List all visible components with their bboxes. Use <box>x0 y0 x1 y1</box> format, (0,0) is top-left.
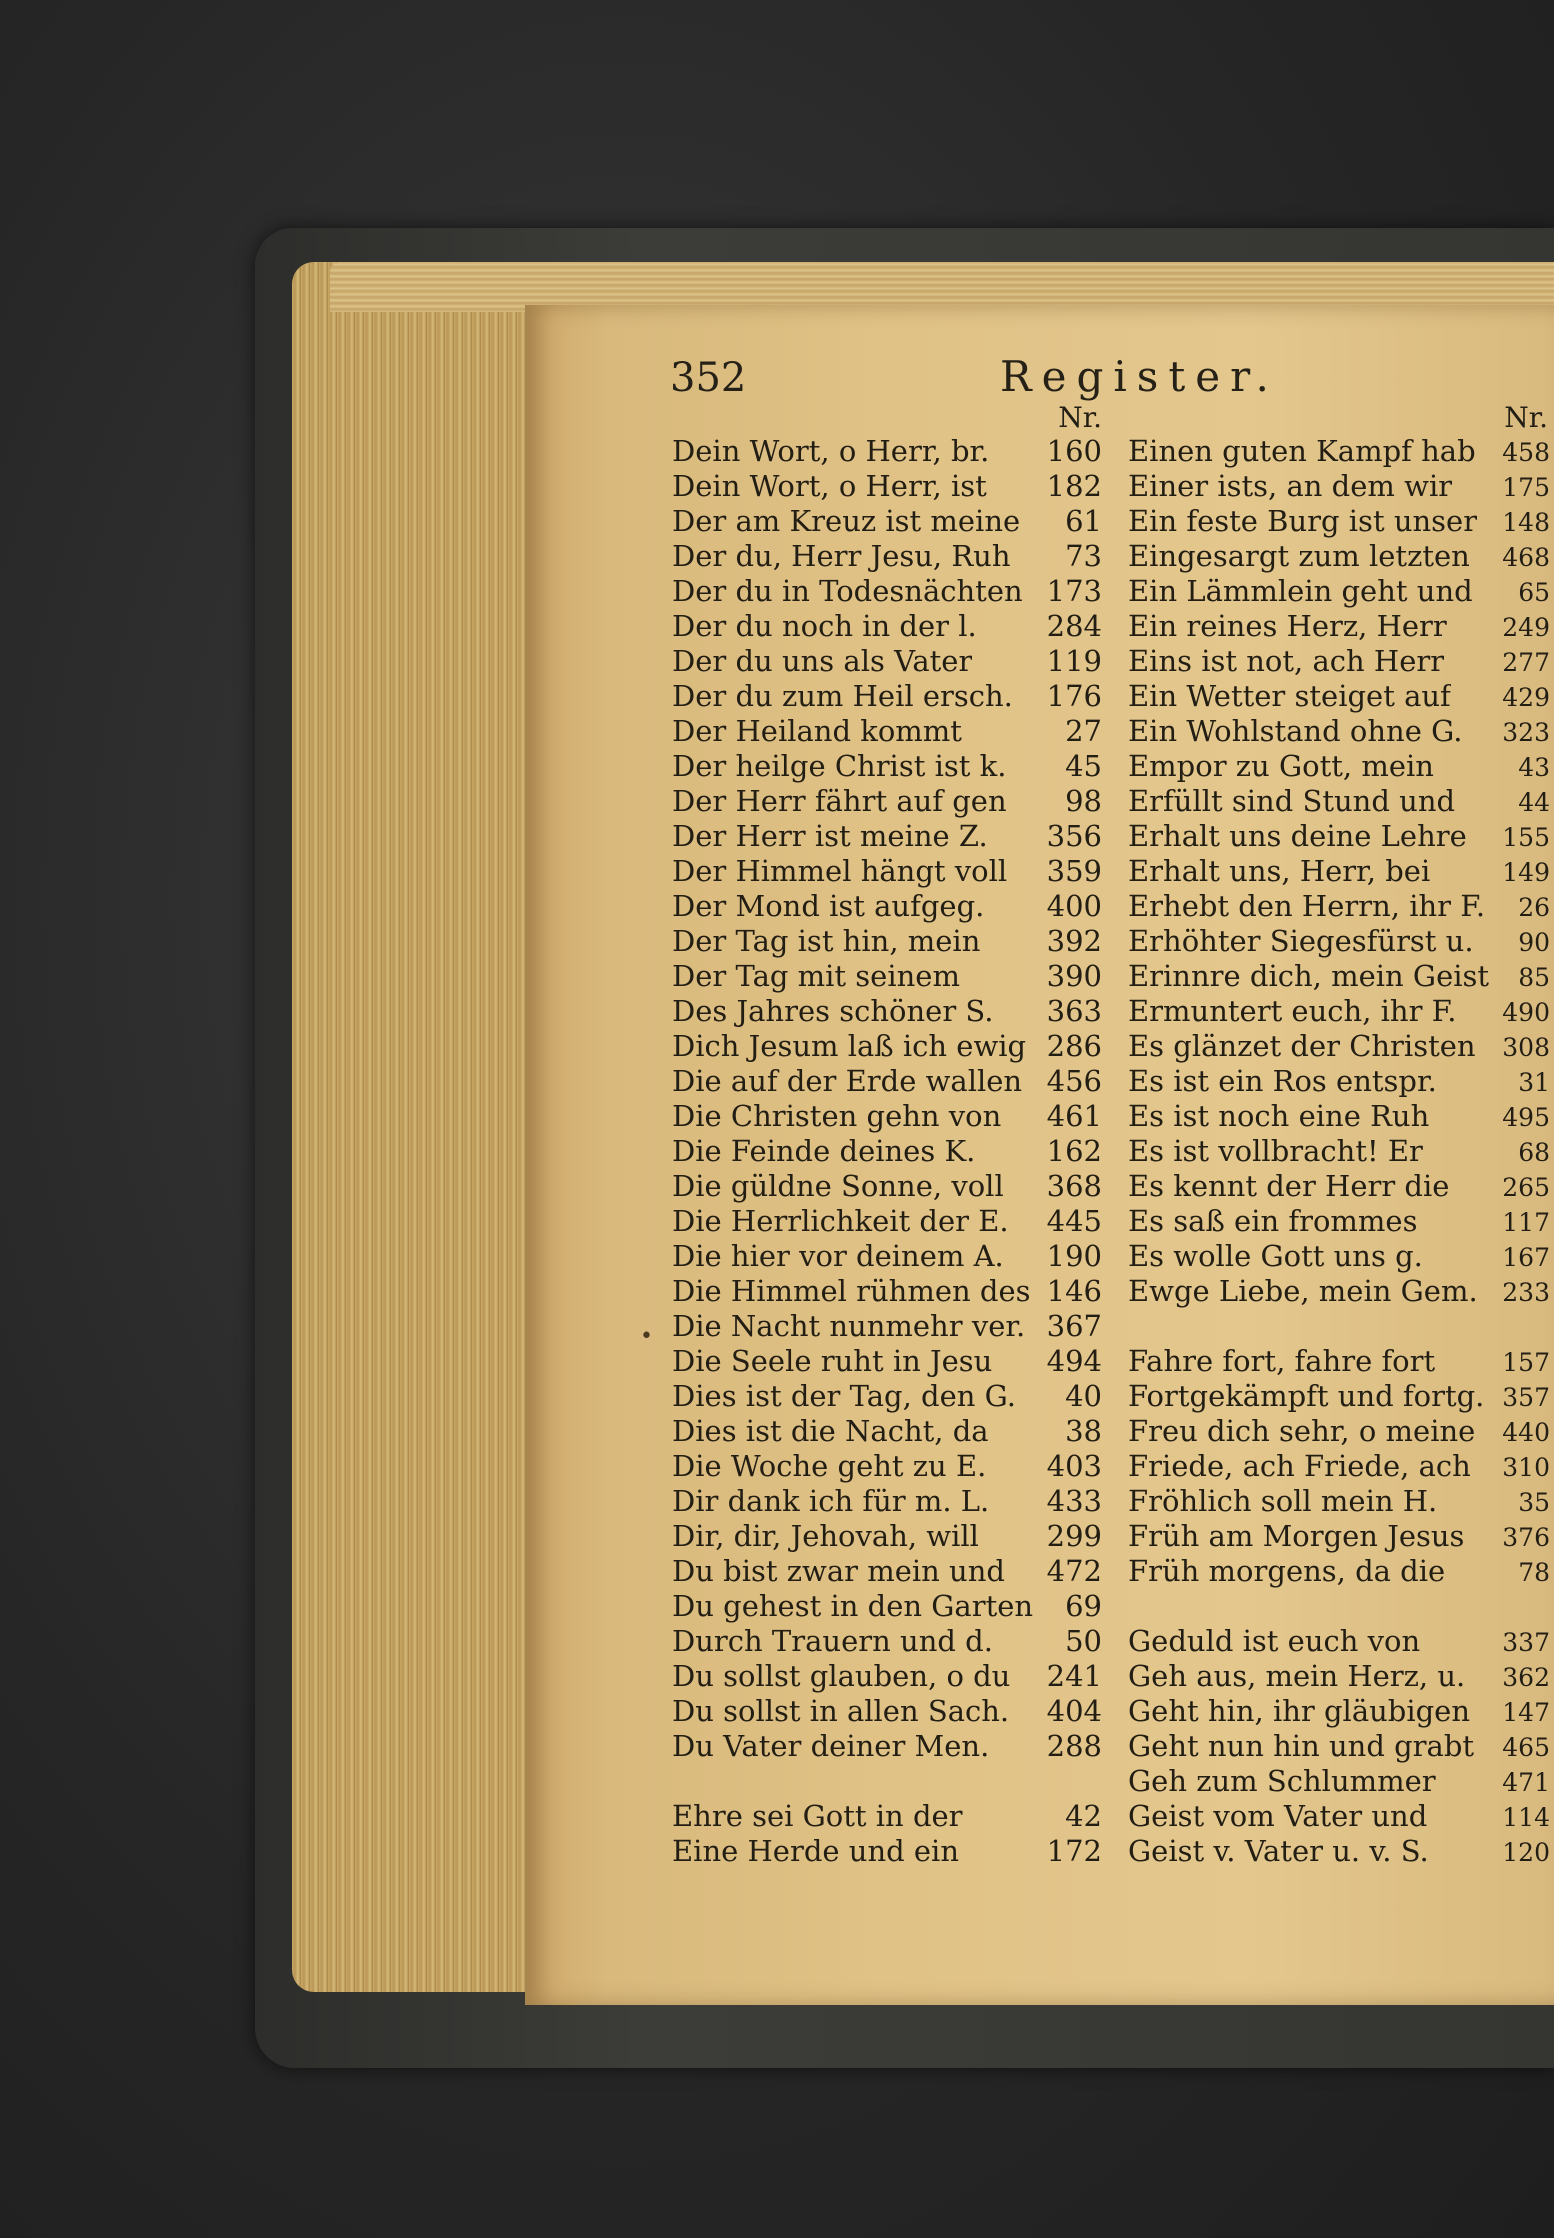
index-entry <box>1128 1204 1554 1239</box>
hymn-number: 65 <box>1518 578 1550 607</box>
index-entry <box>1128 714 1554 749</box>
hymn-title: Eingesargt zum letzten <box>1128 539 1470 573</box>
hymn-title: Dies ist die Nacht, da <box>672 1414 989 1448</box>
index-entry <box>1128 1834 1554 1869</box>
index-entry <box>1128 1169 1554 1204</box>
index-entry <box>1128 889 1554 924</box>
index-entry <box>672 574 1102 609</box>
hymn-title: Fahre fort, fahre fort <box>1128 1344 1436 1378</box>
section-gap <box>672 1764 1102 1799</box>
hymn-title: Der Himmel hängt voll <box>672 854 1008 888</box>
hymn-number: 456 <box>1046 1064 1102 1098</box>
hymn-title: Einen guten Kampf hab <box>1128 434 1476 468</box>
hymn-title: Früh morgens, da die <box>1128 1554 1446 1588</box>
index-entry <box>672 1274 1102 1309</box>
index-entry <box>1128 1799 1554 1834</box>
index-entry <box>1128 1624 1554 1659</box>
index-entry <box>672 1659 1102 1694</box>
hymn-title: Du gehest in den Garten <box>672 1589 1034 1623</box>
hymn-title: Friede, ach Friede, ach <box>1128 1449 1471 1483</box>
hymn-title: Der Tag mit seinem <box>672 959 960 993</box>
index-entry <box>672 1134 1102 1169</box>
hymn-title: Die auf der Erde wallen <box>672 1064 1023 1098</box>
index-entry <box>1128 1379 1554 1414</box>
hymn-number: 68 <box>1518 1138 1550 1167</box>
hymn-number: 495 <box>1502 1103 1550 1132</box>
hymn-number: 468 <box>1502 543 1550 572</box>
index-entry <box>672 1099 1102 1134</box>
index-entry <box>672 1414 1102 1449</box>
index-entry <box>1128 819 1554 854</box>
index-entry <box>672 714 1102 749</box>
hymn-number: 90 <box>1518 928 1550 957</box>
index-entry <box>672 1379 1102 1414</box>
index-entry <box>672 1029 1102 1064</box>
hymn-number: 149 <box>1502 858 1550 887</box>
hymn-number: 337 <box>1502 1628 1550 1657</box>
hymn-number: 471 <box>1502 1768 1550 1797</box>
hymn-title: Durch Trauern und d. <box>672 1624 993 1658</box>
hymn-title: Erhöhter Siegesfürst u. <box>1128 924 1474 958</box>
hymn-title: Es kennt der Herr die <box>1128 1169 1450 1203</box>
hymn-title: Du bist zwar mein und <box>672 1554 1005 1588</box>
hymn-number: 27 <box>1065 714 1102 748</box>
hymn-title: Der Herr fährt auf gen <box>672 784 1007 818</box>
hymn-title: Geduld ist euch von <box>1128 1624 1421 1658</box>
hymn-title: Empor zu Gott, mein <box>1128 749 1434 783</box>
page-title: Register. <box>1000 352 1279 401</box>
index-entry <box>1128 609 1554 644</box>
index-entry <box>672 889 1102 924</box>
index-entry <box>1128 1484 1554 1519</box>
index-entry <box>1128 574 1554 609</box>
margin-mark: • <box>640 1324 653 1349</box>
index-entry <box>672 469 1102 504</box>
hymn-number: 233 <box>1502 1278 1550 1307</box>
hymn-title: Fortgekämpft und fortg. <box>1128 1379 1485 1413</box>
hymn-number: 357 <box>1502 1383 1550 1412</box>
index-entry <box>1128 1029 1554 1064</box>
hymn-number: 440 <box>1502 1418 1550 1447</box>
index-entry <box>672 1484 1102 1519</box>
hymn-number: 190 <box>1046 1239 1102 1273</box>
hymn-number: 38 <box>1065 1414 1102 1448</box>
hymn-title: Des Jahres schöner S. <box>672 994 994 1028</box>
hymn-title: Dein Wort, o Herr, ist <box>672 469 987 503</box>
section-gap <box>1128 1589 1554 1624</box>
index-entry <box>1128 644 1554 679</box>
hymn-number: 42 <box>1065 1799 1102 1833</box>
hymn-number: 155 <box>1502 823 1550 852</box>
index-entry <box>672 1449 1102 1484</box>
hymn-title: Eins ist not, ach Herr <box>1128 644 1445 678</box>
index-entry <box>1128 1694 1554 1729</box>
hymn-number: 117 <box>1502 1208 1550 1237</box>
hymn-title: Der du uns als Vater <box>672 644 973 678</box>
index-entry <box>672 1239 1102 1274</box>
hymn-number: 50 <box>1065 1624 1102 1658</box>
hymn-number: 392 <box>1046 924 1102 958</box>
index-entry <box>672 994 1102 1029</box>
hymn-number: 367 <box>1046 1309 1102 1343</box>
index-entry <box>1128 1449 1554 1484</box>
hymn-title: Die Feinde deines K. <box>672 1134 976 1168</box>
hymn-title: Ein feste Burg ist unser <box>1128 504 1478 538</box>
index-entry <box>672 1554 1102 1589</box>
index-entry <box>672 679 1102 714</box>
index-entry <box>1128 749 1554 784</box>
hymn-title: Erhalt uns deine Lehre <box>1128 819 1467 853</box>
hymn-title: Die Christen gehn von <box>672 1099 1002 1133</box>
hymn-number: 175 <box>1502 473 1550 502</box>
hymn-number: 433 <box>1046 1484 1102 1518</box>
index-entry <box>672 1064 1102 1099</box>
hymn-title: Der Tag ist hin, mein <box>672 924 981 958</box>
hymn-number: 403 <box>1046 1449 1102 1483</box>
hymn-number: 162 <box>1046 1134 1102 1168</box>
index-entry <box>672 1834 1102 1869</box>
hymn-title: Dir dank ich für m. L. <box>672 1484 990 1518</box>
hymn-title: Ehre sei Gott in der <box>672 1799 963 1833</box>
hymn-title: Erfüllt sind Stund und <box>1128 784 1456 818</box>
hymn-title: Es glänzet der Christen <box>1128 1029 1476 1063</box>
hymn-number: 308 <box>1502 1033 1550 1062</box>
hymn-title: Die Woche geht zu E. <box>672 1449 987 1483</box>
index-entry <box>1128 784 1554 819</box>
hymn-title: Die güldne Sonne, voll <box>672 1169 1004 1203</box>
index-entry <box>1128 434 1554 469</box>
hymn-number: 284 <box>1046 609 1102 643</box>
index-entry <box>1128 679 1554 714</box>
index-entry <box>672 434 1102 469</box>
index-entry <box>1128 1764 1554 1799</box>
nr-heading: Nr. <box>1504 401 1548 434</box>
hymn-number: 146 <box>1046 1274 1102 1308</box>
hymn-number: 362 <box>1502 1663 1550 1692</box>
hymn-number: 368 <box>1046 1169 1102 1203</box>
hymn-number: 43 <box>1518 753 1550 782</box>
hymn-number: 69 <box>1065 1589 1102 1623</box>
hymn-title: Dir, dir, Jehovah, will <box>672 1519 979 1553</box>
index-entry <box>672 854 1102 889</box>
index-entry <box>672 1694 1102 1729</box>
hymn-number: 400 <box>1046 889 1102 923</box>
index-entry <box>1128 994 1554 1029</box>
hymn-title: Es wolle Gott uns g. <box>1128 1239 1423 1273</box>
hymn-title: Ermuntert euch, ihr F. <box>1128 994 1457 1028</box>
hymn-number: 40 <box>1065 1379 1102 1413</box>
hymn-title: Dein Wort, o Herr, br. <box>672 434 990 468</box>
hymn-title: Der du in Todesnächten <box>672 574 1023 608</box>
hymn-number: 363 <box>1046 994 1102 1028</box>
index-entry <box>672 784 1102 819</box>
hymn-title: Eine Herde und ein <box>672 1834 960 1868</box>
hymn-title: Geist vom Vater und <box>1128 1799 1428 1833</box>
index-entry <box>672 539 1102 574</box>
index-entry <box>672 1589 1102 1624</box>
index-entry <box>1128 1239 1554 1274</box>
hymn-number: 73 <box>1065 539 1102 573</box>
hymn-number: 429 <box>1502 683 1550 712</box>
hymn-title: Es ist ein Ros entspr. <box>1128 1064 1437 1098</box>
hymn-title: Du Vater deiner Men. <box>672 1729 990 1763</box>
hymn-title: Die Herrlichkeit der E. <box>672 1204 1009 1238</box>
hymn-number: 26 <box>1518 893 1550 922</box>
index-entry <box>672 1519 1102 1554</box>
hymn-number: 277 <box>1502 648 1550 677</box>
hymn-number: 323 <box>1502 718 1550 747</box>
index-entry <box>672 1799 1102 1834</box>
hymn-number: 288 <box>1046 1729 1102 1763</box>
hymn-title: Ein Wetter steiget auf <box>1128 679 1451 713</box>
hymn-number: 458 <box>1502 438 1550 467</box>
hymn-number: 494 <box>1046 1344 1102 1378</box>
nr-heading: Nr. <box>1058 401 1102 434</box>
hymn-title: Die Seele ruht in Jesu <box>672 1344 993 1378</box>
hymn-number: 173 <box>1046 574 1102 608</box>
hymn-number: 176 <box>1046 679 1102 713</box>
hymn-number: 241 <box>1046 1659 1102 1693</box>
hymn-title: Fröhlich soll mein H. <box>1128 1484 1438 1518</box>
hymn-number: 157 <box>1502 1348 1550 1377</box>
hymn-number: 148 <box>1502 508 1550 537</box>
hymn-number: 44 <box>1518 788 1550 817</box>
hymn-title: Erhalt uns, Herr, bei <box>1128 854 1431 888</box>
hymn-title: Der am Kreuz ist meine <box>672 504 1021 538</box>
index-entry <box>672 819 1102 854</box>
hymn-title: Der heilge Christ ist k. <box>672 749 1007 783</box>
hymn-number: 356 <box>1046 819 1102 853</box>
hymn-title: Geh aus, mein Herz, u. <box>1128 1659 1466 1693</box>
index-entry <box>1128 1344 1554 1379</box>
index-entry <box>1128 469 1554 504</box>
hymn-title: Du sollst in allen Sach. <box>672 1694 1010 1728</box>
hymn-number: 114 <box>1502 1803 1550 1832</box>
hymn-number: 404 <box>1046 1694 1102 1728</box>
hymn-number: 61 <box>1065 504 1102 538</box>
hymn-title: Dich Jesum laß ich ewig <box>672 1029 1027 1063</box>
hymn-number: 45 <box>1065 749 1102 783</box>
hymn-number: 35 <box>1518 1488 1550 1517</box>
hymn-number: 359 <box>1046 854 1102 888</box>
hymn-title: Dies ist der Tag, den G. <box>672 1379 1016 1413</box>
page-number: 352 <box>670 355 747 401</box>
hymn-title: Geh zum Schlummer <box>1128 1764 1436 1798</box>
index-entry <box>1128 1099 1554 1134</box>
hymn-number: 31 <box>1518 1068 1550 1097</box>
hymn-number: 98 <box>1065 784 1102 818</box>
entry-list-right <box>1128 434 1554 1869</box>
hymn-title: Ein Lämmlein geht und <box>1128 574 1473 608</box>
hymn-title: Geht nun hin und grabt <box>1128 1729 1475 1763</box>
index-entry <box>1128 924 1554 959</box>
hymn-number: 119 <box>1046 644 1102 678</box>
hymn-title: Ewge Liebe, mein Gem. <box>1128 1274 1478 1308</box>
index-entry <box>1128 1414 1554 1449</box>
index-entry <box>672 504 1102 539</box>
hymn-number: 167 <box>1502 1243 1550 1272</box>
hymn-title: Der du, Herr Jesu, Ruh <box>672 539 1011 573</box>
hymn-number: 85 <box>1518 963 1550 992</box>
hymn-number: 78 <box>1518 1558 1550 1587</box>
index-entry <box>1128 504 1554 539</box>
hymn-number: 172 <box>1046 1834 1102 1868</box>
section-gap <box>1128 1309 1554 1344</box>
entry-list-left <box>672 434 1102 1869</box>
hymn-title: Erhebt den Herrn, ihr F. <box>1128 889 1486 923</box>
hymn-number: 390 <box>1046 959 1102 993</box>
hymn-number: 461 <box>1046 1099 1102 1133</box>
index-entry <box>672 1204 1102 1239</box>
hymn-title: Der du noch in der l. <box>672 609 977 643</box>
hymn-number: 472 <box>1046 1554 1102 1588</box>
page-edges <box>292 262 542 1992</box>
hymn-title: Geist v. Vater u. v. S. <box>1128 1834 1429 1868</box>
hymn-number: 310 <box>1502 1453 1550 1482</box>
index-entry <box>672 1309 1102 1344</box>
hymn-title: Früh am Morgen Jesus <box>1128 1519 1465 1553</box>
hymn-title: Der du zum Heil ersch. <box>672 679 1013 713</box>
index-entry <box>672 1344 1102 1379</box>
index-entry <box>672 609 1102 644</box>
index-entry <box>1128 1134 1554 1169</box>
hymn-number: 299 <box>1046 1519 1102 1553</box>
index-entry <box>1128 1729 1554 1764</box>
hymn-title: Die hier vor deinem A. <box>672 1239 1004 1273</box>
hymn-number: 265 <box>1502 1173 1550 1202</box>
index-entry <box>1128 854 1554 889</box>
hymn-number: 120 <box>1502 1838 1550 1867</box>
hymn-number: 286 <box>1046 1029 1102 1063</box>
hymn-number: 376 <box>1502 1523 1550 1552</box>
index-entry <box>672 749 1102 784</box>
hymn-title: Ein reines Herz, Herr <box>1128 609 1447 643</box>
hymn-title: Die Himmel rühmen des <box>672 1274 1031 1308</box>
hymn-number: 147 <box>1502 1698 1550 1727</box>
index-column-left <box>672 402 1102 1869</box>
index-entry <box>672 644 1102 679</box>
index-entry <box>672 1729 1102 1764</box>
hymn-title: Geht hin, ihr gläubigen <box>1128 1694 1471 1728</box>
index-entry <box>1128 959 1554 994</box>
index-entry <box>1128 1554 1554 1589</box>
index-entry <box>1128 1064 1554 1099</box>
hymn-number: 465 <box>1502 1733 1550 1762</box>
hymn-number: 182 <box>1046 469 1102 503</box>
hymn-title: Du sollst glauben, o du <box>672 1659 1011 1693</box>
hymn-title: Der Herr ist meine Z. <box>672 819 988 853</box>
hymn-title: Der Heiland kommt <box>672 714 962 748</box>
index-entry <box>672 924 1102 959</box>
hymn-number: 249 <box>1502 613 1550 642</box>
hymn-title: Einer ists, an dem wir <box>1128 469 1453 503</box>
hymn-title: Es ist noch eine Ruh <box>1128 1099 1430 1133</box>
hymn-title: Erinnre dich, mein Geist <box>1128 959 1490 993</box>
hymn-number: 160 <box>1046 434 1102 468</box>
index-column-right <box>1128 402 1554 1869</box>
index-entry <box>1128 1659 1554 1694</box>
index-entry <box>1128 1519 1554 1554</box>
index-entry <box>1128 1274 1554 1309</box>
index-entry <box>1128 539 1554 574</box>
index-entry <box>672 959 1102 994</box>
hymn-title: Ein Wohlstand ohne G. <box>1128 714 1463 748</box>
hymn-number: 490 <box>1502 998 1550 1027</box>
hymn-title: Der Mond ist aufgeg. <box>672 889 985 923</box>
hymn-title: Es ist vollbracht! Er <box>1128 1134 1423 1168</box>
hymn-title: Freu dich sehr, o meine <box>1128 1414 1476 1448</box>
index-entry <box>672 1624 1102 1659</box>
hymn-title: Die Nacht nunmehr ver. <box>672 1309 1026 1343</box>
hymn-number: 445 <box>1046 1204 1102 1238</box>
hymn-title: Es saß ein frommes <box>1128 1204 1418 1238</box>
index-entry <box>672 1169 1102 1204</box>
